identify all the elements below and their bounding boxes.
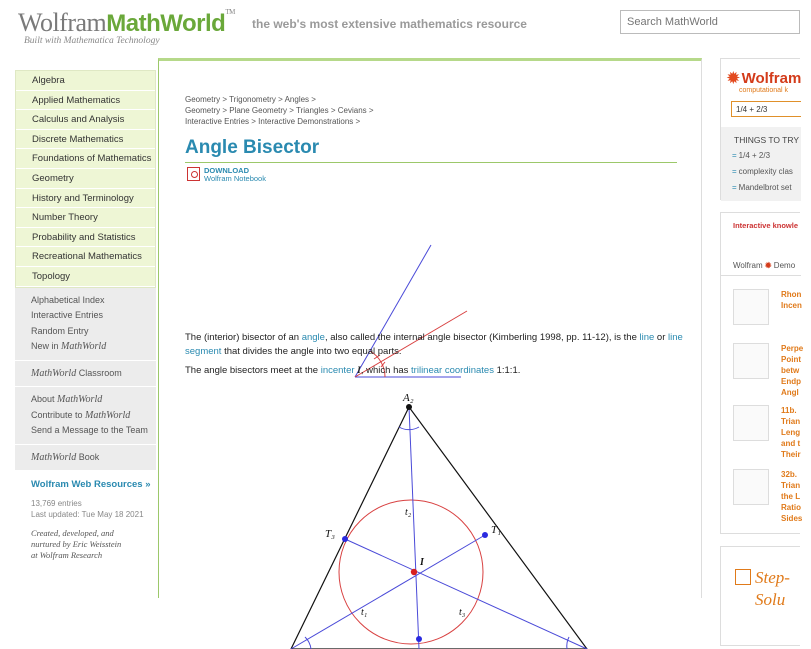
label-t3-seg: t₃ bbox=[459, 607, 466, 618]
nav-item-about[interactable] bbox=[15, 392, 156, 408]
mathworld-italic: MathWorld bbox=[31, 367, 77, 379]
credit-line: Created, developed, and bbox=[31, 528, 114, 539]
search-input[interactable] bbox=[620, 10, 800, 34]
mathworld-logo[interactable] bbox=[18, 8, 235, 38]
breadcrumb bbox=[185, 94, 374, 127]
try-example[interactable] bbox=[732, 167, 793, 176]
demo-title-line: Endp bbox=[781, 377, 801, 386]
label-incenter: I bbox=[420, 557, 424, 568]
try-example-text: Mandelbrot set bbox=[738, 183, 792, 192]
try-example-text: 1/4 + 2/3 bbox=[738, 151, 771, 160]
demo-title-line: Their bbox=[781, 450, 801, 459]
credit-line: nurtured by Eric Weisstein bbox=[31, 539, 122, 550]
last-updated: Last updated: Tue May 18 2021 bbox=[31, 510, 144, 520]
nav-item-history[interactable]: History and Terminology bbox=[16, 189, 155, 209]
demo-thumbnail bbox=[733, 469, 769, 505]
nav-item-book[interactable] bbox=[15, 450, 156, 466]
bisector-a3 bbox=[345, 539, 587, 649]
mathworld-italic: MathWorld bbox=[61, 341, 107, 353]
credit bbox=[15, 528, 156, 561]
nav-item-applied-mathematics[interactable]: Applied Mathematics bbox=[16, 91, 155, 111]
demo-title-line: betw bbox=[781, 366, 800, 375]
nav-item-alphabetical-index[interactable]: Alphabetical Index bbox=[31, 294, 105, 305]
nav-item-classroom[interactable] bbox=[15, 366, 156, 382]
angle-bisector-figure bbox=[349, 241, 639, 381]
step-by-step-text bbox=[755, 567, 790, 611]
try-example-text: complexity clas bbox=[738, 167, 793, 176]
mathworld-italic: MathWorld bbox=[85, 409, 131, 421]
demonstrations-widget bbox=[720, 212, 804, 534]
demo-title-line: Trian bbox=[781, 481, 801, 490]
nav-item-contribute[interactable] bbox=[15, 408, 156, 424]
entry-count: 13,769 entries bbox=[31, 499, 82, 509]
index-nav bbox=[15, 288, 156, 361]
incenter-paragraph bbox=[185, 365, 685, 376]
about-text: About bbox=[31, 394, 58, 405]
demo-title-line: Ratio bbox=[781, 503, 801, 512]
demo-title-line: Angl bbox=[781, 388, 799, 397]
demonstrations-brand[interactable] bbox=[733, 261, 795, 270]
wolfram-alpha-logo[interactable] bbox=[727, 69, 801, 87]
demo-title bbox=[781, 469, 811, 524]
step-line: Step- bbox=[755, 568, 790, 587]
demo-title-line: Perpe bbox=[781, 344, 804, 353]
brand-wolfram: Wolfram bbox=[733, 261, 765, 270]
equals-icon: = bbox=[732, 167, 737, 176]
nav-item-algebra[interactable]: Algebra bbox=[16, 71, 155, 91]
wolfram-web-resources-link[interactable]: Wolfram Web Resources » bbox=[31, 479, 151, 491]
text: The (interior) bisector of an bbox=[185, 332, 302, 343]
nav-item-recreational[interactable]: Recreational Mathematics bbox=[16, 247, 155, 267]
demo-title-line: the L bbox=[781, 492, 801, 501]
wa-query-input[interactable]: 1/4 + 2/3 bbox=[731, 101, 801, 117]
tagline: the web's most extensive mathematics resource bbox=[252, 17, 527, 31]
download-label[interactable]: DOWNLOAD bbox=[204, 166, 249, 175]
notebook-download-icon[interactable] bbox=[187, 167, 200, 181]
brand-demo: Demo bbox=[773, 261, 796, 270]
try-example[interactable] bbox=[732, 183, 792, 192]
demo-title-line: Incen bbox=[781, 301, 802, 310]
point-t3 bbox=[342, 536, 348, 542]
trilinear-coordinates-link[interactable]: trilinear coordinates bbox=[411, 365, 494, 376]
triangle bbox=[291, 407, 587, 649]
wolfram-star-icon: ✹ bbox=[727, 70, 740, 87]
vertex-a2 bbox=[406, 404, 412, 410]
title-divider bbox=[185, 162, 677, 163]
nav-item-probability[interactable]: Probability and Statistics bbox=[16, 228, 155, 248]
download-sublabel[interactable]: Wolfram Notebook bbox=[204, 174, 266, 183]
text: , which has bbox=[360, 365, 412, 376]
site-meta bbox=[15, 498, 156, 520]
nav-item-new-in-mathworld[interactable] bbox=[15, 339, 156, 355]
nav-item-geometry[interactable]: Geometry bbox=[16, 169, 155, 189]
nav-item-foundations[interactable]: Foundations of Mathematics bbox=[16, 149, 155, 169]
line-link[interactable]: line bbox=[639, 332, 655, 343]
nav-item-send-message[interactable]: Send a Message to the Team bbox=[31, 425, 148, 436]
things-to-try-title: THINGS TO TRY bbox=[734, 135, 800, 145]
things-to-try bbox=[721, 127, 801, 201]
wolfram-alpha-widget bbox=[720, 58, 800, 200]
point-t1 bbox=[482, 532, 488, 538]
text: The angle bisectors meet at the bbox=[185, 365, 321, 376]
nav-item-topology[interactable]: Topology bbox=[16, 267, 155, 287]
label-a2: A₂ bbox=[403, 392, 414, 404]
demo-thumbnail bbox=[733, 289, 769, 325]
text: , also called the internal angle bisector (Kimberling 1998, pp. 11-12), is the bbox=[324, 332, 640, 343]
nav-item-discrete-mathematics[interactable]: Discrete Mathematics bbox=[16, 130, 155, 150]
demo-title bbox=[781, 405, 811, 460]
about-nav bbox=[15, 387, 156, 445]
logo-tm: TM bbox=[225, 8, 235, 16]
label-t3: T₃ bbox=[325, 528, 335, 540]
brand-star-icon: ✹ bbox=[764, 261, 772, 270]
logo-wolfram: Wolfram bbox=[18, 8, 107, 37]
text: that divides the angle into two equal parts. bbox=[221, 346, 402, 357]
nav-item-number-theory[interactable]: Number Theory bbox=[16, 208, 155, 228]
main-content bbox=[158, 58, 702, 618]
divider bbox=[721, 275, 801, 276]
logo-subtitle: Built with Mathematica Technology bbox=[24, 36, 160, 46]
sidebar bbox=[15, 70, 156, 561]
equals-icon: = bbox=[732, 151, 737, 160]
demo-title bbox=[781, 343, 811, 398]
step-line: Solu bbox=[755, 590, 786, 609]
demonstrations-heading: Interactive knowle bbox=[733, 221, 799, 230]
contribute-text: Contribute to bbox=[31, 409, 86, 420]
wa-logo-text: Wolfram bbox=[741, 70, 802, 87]
logo-mathworld: MathWorld bbox=[106, 10, 226, 37]
demo-title-line: 32b. bbox=[781, 470, 798, 479]
topic-nav bbox=[15, 70, 156, 288]
point-t2 bbox=[416, 636, 422, 642]
demo-thumbnail bbox=[733, 405, 769, 441]
bisector-a2 bbox=[409, 407, 419, 649]
angle-link[interactable]: angle bbox=[301, 332, 325, 343]
label-t2-seg: t₂ bbox=[405, 507, 412, 518]
incenter-symbol: I bbox=[357, 366, 361, 376]
line-segment-link[interactable]: line segment bbox=[185, 332, 683, 357]
definition-paragraph bbox=[185, 331, 685, 359]
label-t1-seg: t₁ bbox=[361, 607, 368, 618]
step-by-step-icon bbox=[735, 569, 751, 585]
demo-title bbox=[781, 289, 811, 311]
demo-title-line: Sides bbox=[781, 514, 803, 523]
classroom-text: Classroom bbox=[76, 367, 122, 378]
demo-thumbnail bbox=[733, 343, 769, 379]
text: 1:1:1. bbox=[493, 365, 521, 376]
nav-item-calculus[interactable]: Calculus and Analysis bbox=[16, 110, 155, 130]
angle-arc-a2 bbox=[399, 427, 419, 430]
wa-subtitle: computational k bbox=[739, 87, 789, 94]
demo-title-line: Rhon bbox=[781, 290, 802, 299]
header bbox=[0, 0, 800, 52]
demo-title-line: and t bbox=[781, 439, 801, 448]
angle-arc-a3 bbox=[567, 637, 569, 649]
credit-line: at Wolfram Research bbox=[31, 550, 103, 561]
book-nav bbox=[15, 445, 156, 472]
demo-title-line: Trian bbox=[781, 417, 801, 426]
breadcrumb-line[interactable]: Geometry > Trigonometry > Angles > bbox=[185, 95, 316, 104]
classroom-nav bbox=[15, 361, 156, 388]
equals-icon: = bbox=[732, 183, 737, 192]
book-text: Book bbox=[76, 451, 100, 462]
demo-title-line: Leng bbox=[781, 428, 801, 437]
new-in-text: New in bbox=[31, 341, 62, 352]
try-example[interactable] bbox=[732, 151, 770, 160]
breadcrumb-line[interactable]: Interactive Entries > Interactive Demonstrations > bbox=[185, 117, 361, 126]
label-t1: T₁ bbox=[491, 524, 501, 536]
text: or bbox=[654, 332, 669, 343]
step-by-step-promo[interactable] bbox=[720, 546, 800, 646]
demo-title-line: 11b. bbox=[781, 406, 797, 415]
nav-item-interactive-entries[interactable]: Interactive Entries bbox=[31, 310, 104, 321]
incenter-point bbox=[411, 569, 417, 575]
nav-item-random-entry[interactable]: Random Entry bbox=[31, 325, 89, 336]
mathworld-italic: MathWorld bbox=[57, 394, 103, 406]
incenter-triangle-figure bbox=[269, 387, 629, 649]
bisector-a1 bbox=[291, 535, 485, 649]
page-title: Angle Bisector bbox=[185, 137, 320, 158]
breadcrumb-line[interactable]: Geometry > Plane Geometry > Triangles > Cevians > bbox=[185, 106, 374, 115]
incenter-link[interactable]: incenter bbox=[320, 365, 355, 376]
mathworld-italic: MathWorld bbox=[31, 451, 77, 463]
demo-title-line: Point bbox=[781, 355, 801, 364]
